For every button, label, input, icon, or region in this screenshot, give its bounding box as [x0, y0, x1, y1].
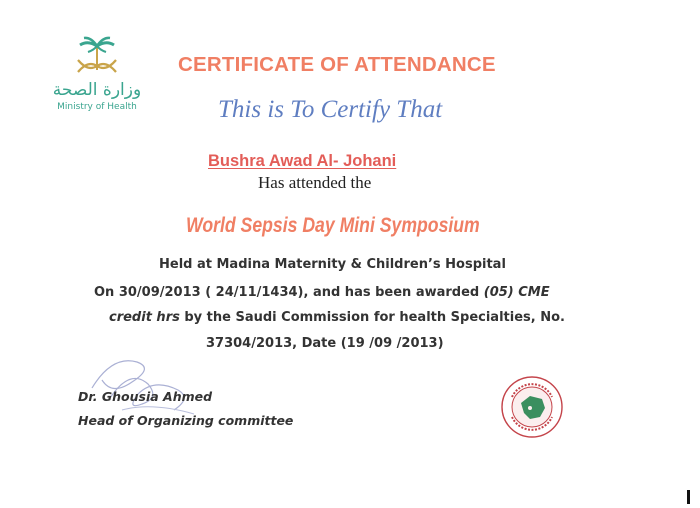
event-title: World Sepsis Day Mini Symposium — [186, 214, 480, 237]
credit-hrs-label: credit hrs — [109, 310, 180, 325]
credit-line — [109, 310, 565, 325]
palm-swords-icon — [74, 36, 120, 80]
registration-line: 37304/2013, Date (19 /09 /2013) — [206, 336, 444, 351]
cme-hours: (05) CME — [483, 285, 550, 300]
ministry-of-health-logo — [52, 36, 142, 114]
signatory-name: Dr. Ghousia Ahmed — [78, 389, 213, 404]
logo-arabic-text: وزارة الصحة — [52, 80, 142, 100]
logo-english-text: Ministry of Health — [57, 102, 137, 112]
date-award-text: On 30/09/2013 ( 24/11/1434), and has been awarded — [94, 285, 484, 300]
saudi-commission-seal-icon — [500, 375, 564, 439]
venue-line: Held at Madina Maternity & Children’s Hospital — [159, 257, 506, 272]
scan-edge-mark — [687, 490, 690, 504]
attended-line: Has attended the — [258, 173, 372, 192]
recipient-name: Bushra Awad Al- Johani — [208, 152, 397, 170]
signatory-role: Head of Organizing committee — [78, 413, 294, 428]
certify-line: This is To Certify That — [218, 96, 443, 123]
commission-text: by the Saudi Commission for health Specialties, No. — [179, 310, 565, 325]
certificate-heading: CERTIFICATE OF ATTENDANCE — [178, 53, 496, 76]
date-award-line — [94, 285, 550, 300]
